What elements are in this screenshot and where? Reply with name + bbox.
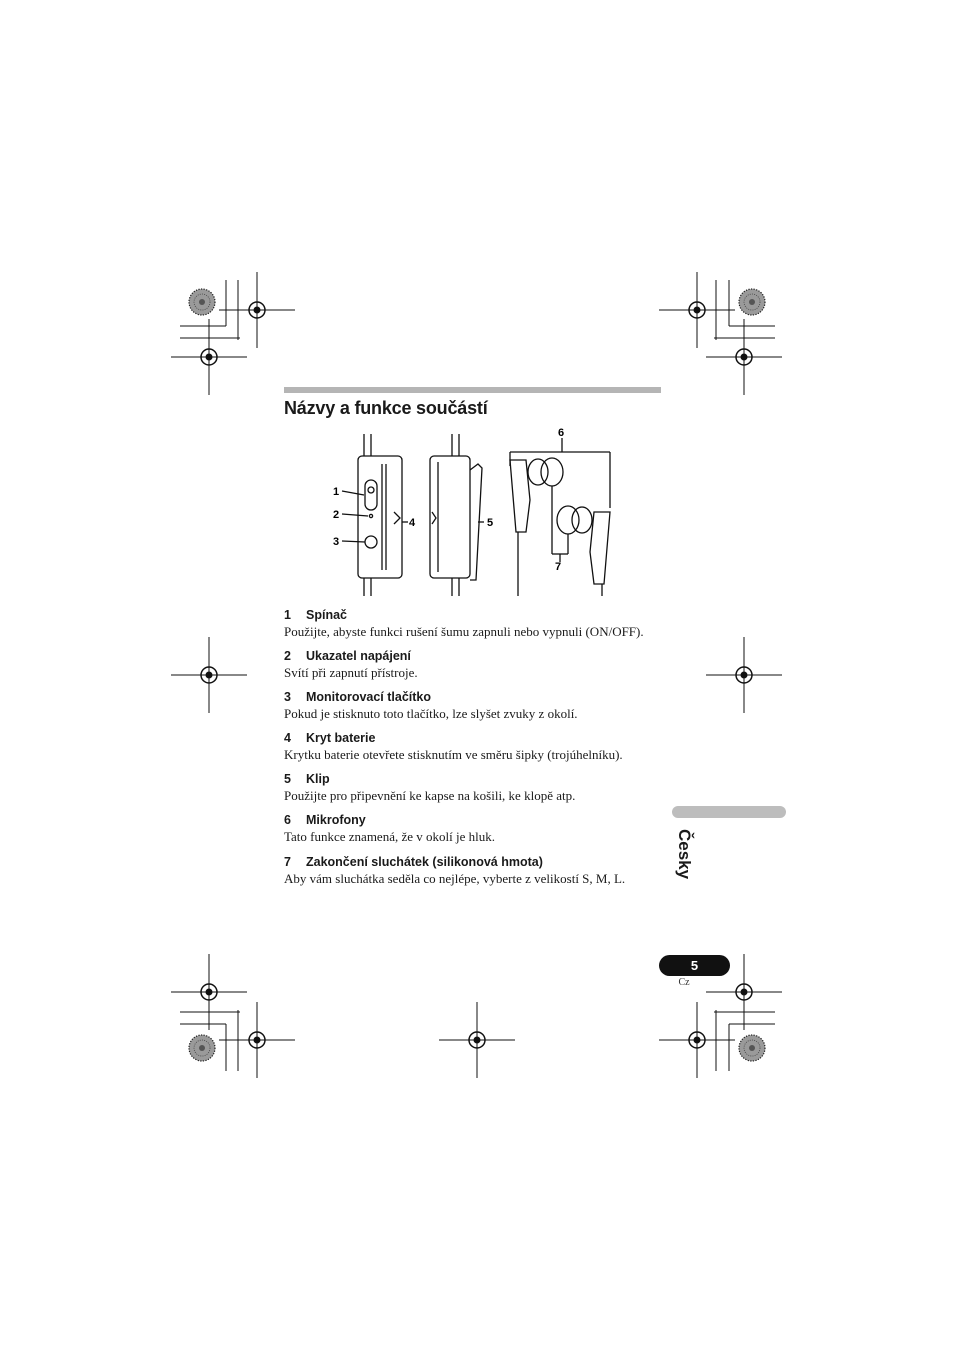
power-indicator-shape <box>369 514 372 517</box>
list-item <box>284 607 674 640</box>
item-number: 1 <box>284 608 291 622</box>
ear-tip-shape <box>557 506 579 534</box>
figure-label-6: 6 <box>558 427 565 439</box>
monitor-button-shape <box>365 536 377 548</box>
item-name: Zakončení sluchátek (silikonová hmota) <box>306 855 543 869</box>
figure-label-2: 2 <box>333 509 340 521</box>
figure-label-5: 5 <box>487 517 494 529</box>
product-diagram <box>320 420 620 600</box>
list-item <box>284 771 674 804</box>
item-name: Ukazatel napájení <box>306 649 411 663</box>
page-number: 5 <box>690 958 699 973</box>
list-item <box>284 854 674 887</box>
registration-mark-icon <box>706 319 782 395</box>
registration-mark-icon <box>659 1002 735 1078</box>
figure-label-3: 3 <box>333 536 340 548</box>
item-number: 3 <box>284 690 291 704</box>
star-target-icon <box>739 1035 765 1061</box>
item-name: Klip <box>306 772 330 786</box>
ear-tip-shape <box>541 458 563 486</box>
language-tab-bar <box>672 806 786 818</box>
page-language-code: Cz <box>678 977 690 988</box>
list-item <box>284 689 674 722</box>
star-target-icon <box>189 1035 215 1061</box>
item-number: 4 <box>284 731 291 745</box>
registration-mark-icon <box>171 637 247 713</box>
language-label: Česky <box>675 829 694 880</box>
registration-mark-icon <box>219 1002 295 1078</box>
power-switch-shape <box>365 480 377 510</box>
star-target-icon <box>189 289 215 315</box>
list-item <box>284 812 674 845</box>
section-title-bar <box>284 387 661 393</box>
item-name: Kryt baterie <box>306 731 376 745</box>
language-tab <box>666 829 702 889</box>
item-description: Svítí při zapnutí přístroje. <box>284 665 418 680</box>
item-number: 7 <box>284 855 291 869</box>
page-number-badge <box>659 955 730 976</box>
item-description: Krytku baterie otevřete stisknutím ve směru šipky (trojúhelníku). <box>284 747 623 762</box>
controller-front-view <box>358 434 402 596</box>
item-description: Použijte, abyste funkci rušení šumu zapnuli nebo vypnuli (ON/OFF). <box>284 624 644 639</box>
item-description: Použijte pro připevnění ke kapse na košili, ke klopě atp. <box>284 788 576 803</box>
item-name: Mikrofony <box>306 813 366 827</box>
figure-label-7: 7 <box>555 561 562 573</box>
item-name: Spínač <box>306 608 347 622</box>
registration-mark-icon <box>219 272 295 348</box>
registration-mark-icon <box>171 954 247 1030</box>
figure-label-1: 1 <box>333 486 340 498</box>
item-number: 2 <box>284 649 291 663</box>
registration-mark-icon <box>171 319 247 395</box>
registration-mark-icon <box>439 1002 515 1078</box>
item-description: Pokud je stisknuto toto tlačítko, lze slyšet zvuky z okolí. <box>284 706 578 721</box>
item-description: Tato funkce znamená, že v okolí je hluk. <box>284 829 495 844</box>
figure-label-4: 4 <box>409 517 416 529</box>
item-description: Aby vám sluchátka seděla co nejlépe, vyberte z velikostí S, M, L. <box>284 871 626 886</box>
list-item <box>284 730 674 763</box>
controller-side-view <box>430 434 482 596</box>
registration-mark-icon <box>659 272 735 348</box>
item-name: Monitorovací tlačítko <box>306 690 432 704</box>
item-number: 6 <box>284 813 291 827</box>
earphones-view <box>510 458 610 596</box>
star-target-icon <box>739 289 765 315</box>
page-title: Názvy a funkce součástí <box>284 398 488 418</box>
list-item <box>284 648 674 681</box>
item-number: 5 <box>284 772 291 786</box>
registration-mark-icon <box>706 637 782 713</box>
